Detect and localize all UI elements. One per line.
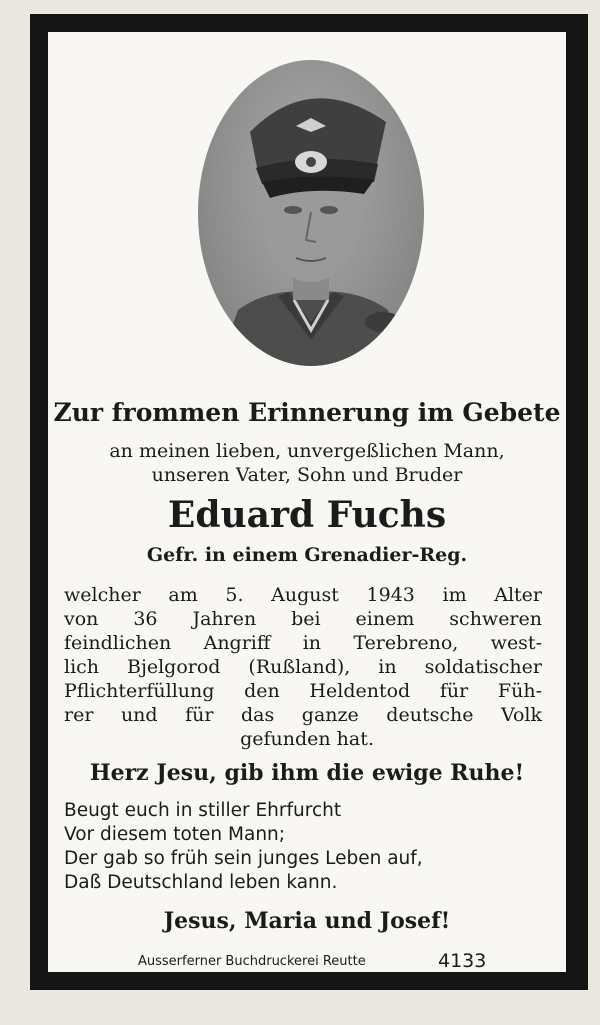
bio-line-6: rer und für das ganze deutsche Volk: [64, 704, 542, 726]
bio-line-7: gefunden hat.: [240, 728, 374, 750]
poem-line-1: Beugt euch in stiller Ehrfurcht: [64, 800, 342, 821]
prayer-line: Herz Jesu, gib ihm die ewige Ruhe!: [89, 760, 525, 786]
poem-line-2: Vor diesem toten Mann;: [64, 824, 286, 845]
memorial-card: [48, 32, 566, 972]
print-number: 4133: [438, 950, 487, 972]
bio-line-3: feindlichen Angriff in Terebreno, west-: [64, 632, 542, 654]
memorial-heading: Zur frommen Erinnerung im Gebete: [53, 398, 561, 427]
soldier-portrait-photo: [198, 60, 424, 366]
military-rank: Gefr. in einem Grenadier-Reg.: [146, 544, 468, 566]
bio-line-1: welcher am 5. August 1943 im Alter: [64, 584, 542, 606]
dedication-line-1: an meinen lieben, unvergeßlichen Mann,: [109, 440, 505, 462]
printer-imprint: Ausserferner Buchdruckerei Reutte: [138, 954, 366, 969]
dedication-line-2: unseren Vater, Sohn und Bruder: [151, 464, 463, 486]
invocation-line: Jesus, Maria und Josef!: [163, 908, 451, 934]
deceased-name: Eduard Fuchs: [167, 494, 447, 536]
memorial-card-border: [30, 14, 588, 990]
portrait-icon: [198, 60, 424, 366]
poem-line-3: Der gab so früh sein junges Leben auf,: [64, 848, 423, 869]
bio-line-4: lich Bjelgorod (Rußland), in soldatischer: [64, 656, 542, 678]
bio-line-2: von 36 Jahren bei einem schweren: [64, 608, 542, 630]
poem-line-4: Daß Deutschland leben kann.: [64, 872, 338, 893]
bio-line-5: Pflichterfüllung den Heldentod für Füh-: [64, 680, 542, 702]
